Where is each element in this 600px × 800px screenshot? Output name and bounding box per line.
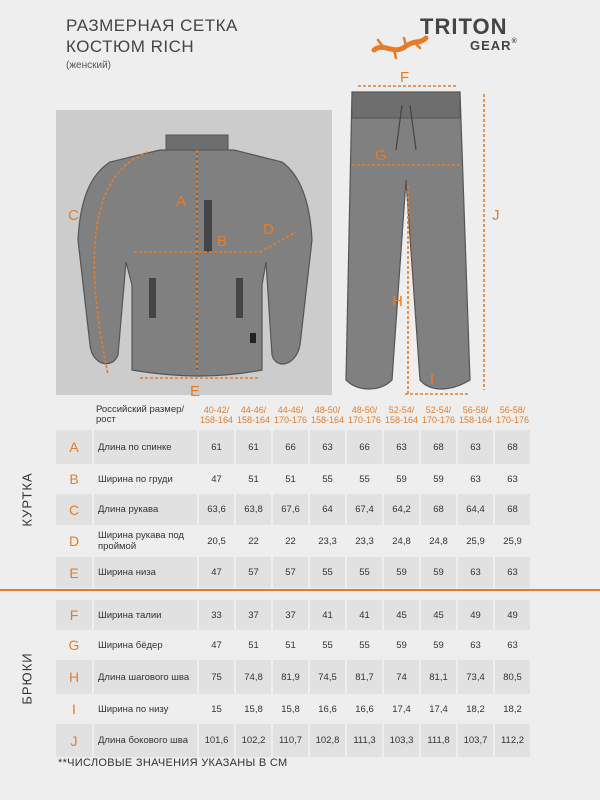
table-row (56, 600, 530, 630)
value-cell: 63 (382, 430, 419, 464)
value-cell: 59 (382, 464, 419, 494)
height-label: 158-164 (199, 415, 234, 425)
row-measure-name: Длина бокового шва (94, 724, 197, 757)
table-row (56, 694, 530, 724)
value-cell: 49 (456, 600, 493, 630)
value-cell: 51 (271, 630, 308, 660)
row-measure-name: Ширина талии (94, 600, 197, 630)
size-label: 52-54/ (425, 405, 452, 415)
value-cell: 17,4 (382, 694, 419, 724)
table-row (56, 660, 530, 694)
section-divider (0, 589, 600, 591)
value-cell: 47 (197, 557, 234, 588)
table-row (56, 430, 530, 464)
value-cell: 63 (456, 557, 493, 588)
size-label: 40-42/ (203, 405, 230, 415)
dim-letter-a: A (176, 193, 187, 210)
value-cell: 18,2 (493, 694, 530, 724)
size-header-cell (308, 400, 345, 430)
dim-letter-h: H (392, 293, 403, 310)
height-label: 158-164 (236, 415, 271, 425)
value-cell: 68 (493, 494, 530, 525)
dim-letter-i: I (430, 371, 435, 388)
row-letter: G (56, 630, 94, 660)
value-cell: 59 (382, 557, 419, 588)
size-header-cell (345, 400, 382, 430)
value-cell: 63 (308, 430, 345, 464)
value-cell: 59 (419, 630, 456, 660)
value-cell: 37 (234, 600, 271, 630)
size-label: 44-46/ (240, 405, 267, 415)
value-cell: 68 (419, 430, 456, 464)
dim-letter-f: F (400, 69, 410, 86)
value-cell: 55 (308, 557, 345, 588)
value-cell: 64,2 (382, 494, 419, 525)
value-cell: 55 (345, 557, 382, 588)
value-cell: 41 (345, 600, 382, 630)
row-measure-name: Длина рукава (94, 494, 197, 525)
table-row (56, 557, 530, 588)
value-cell: 68 (493, 430, 530, 464)
row-measure-name: Длина по спинке (94, 430, 197, 464)
row-letter: J (56, 724, 94, 757)
row-letter: I (56, 694, 94, 724)
size-header-cell (493, 400, 530, 430)
value-cell: 81,1 (419, 660, 456, 694)
height-label: 158-164 (458, 415, 493, 425)
table-row (56, 464, 530, 494)
value-cell: 63 (456, 464, 493, 494)
size-header-cell (234, 400, 271, 430)
logo-subword: GEAR® (470, 38, 518, 53)
row-measure-name: Ширина по низу (94, 694, 197, 724)
value-cell: 74,8 (234, 660, 271, 694)
row-measure-name: Ширина рукава под проймой (94, 525, 197, 557)
value-cell: 55 (345, 630, 382, 660)
size-label: 52-54/ (388, 405, 415, 415)
row-letter: F (56, 600, 94, 630)
value-cell: 103,7 (456, 724, 493, 757)
row-measure-name: Ширина низа (94, 557, 197, 588)
size-header-cell (419, 400, 456, 430)
logo-wordmark: TRITON (420, 14, 508, 39)
table-row (56, 724, 530, 757)
pants-section-label: БРЮКИ (19, 652, 35, 705)
value-cell: 64 (308, 494, 345, 525)
value-cell: 63,6 (197, 494, 234, 525)
value-cell: 57 (234, 557, 271, 588)
value-cell: 80,5 (493, 660, 530, 694)
value-cell: 66 (345, 430, 382, 464)
value-cell: 102,2 (234, 724, 271, 757)
value-cell: 63 (493, 630, 530, 660)
dim-letter-g: G (375, 147, 387, 164)
value-cell: 15 (197, 694, 234, 724)
row-letter: C (56, 494, 94, 525)
value-cell: 59 (419, 557, 456, 588)
jacket-illustration (78, 135, 312, 376)
row-letter: H (56, 660, 94, 694)
value-cell: 23,3 (308, 525, 345, 557)
value-cell: 57 (271, 557, 308, 588)
row-letter: B (56, 464, 94, 494)
height-label: 170-176 (347, 415, 382, 425)
size-label: 48-50/ (351, 405, 378, 415)
value-cell: 49 (493, 600, 530, 630)
value-cell: 63 (493, 557, 530, 588)
value-cell: 74,5 (308, 660, 345, 694)
value-cell: 59 (419, 464, 456, 494)
title-line-2: КОСТЮМ RICH (66, 37, 195, 56)
jacket-section-label: КУРТКА (19, 472, 35, 527)
dim-letter-j: J (492, 207, 500, 224)
size-header-cell (382, 400, 419, 430)
table-row (56, 525, 530, 557)
size-label: 56-58/ (462, 405, 489, 415)
value-cell: 15,8 (271, 694, 308, 724)
value-cell: 23,3 (345, 525, 382, 557)
value-cell: 63 (493, 464, 530, 494)
value-cell: 15,8 (234, 694, 271, 724)
value-cell: 16,6 (308, 694, 345, 724)
pants-illustration (346, 92, 470, 389)
value-cell: 112,2 (493, 724, 530, 757)
value-cell: 41 (308, 600, 345, 630)
value-cell: 111,3 (345, 724, 382, 757)
table-header-row (56, 400, 530, 430)
height-label: 170-176 (421, 415, 456, 425)
value-cell: 47 (197, 464, 234, 494)
value-cell: 101,6 (197, 724, 234, 757)
value-cell: 63 (456, 630, 493, 660)
value-cell: 33 (197, 600, 234, 630)
value-cell: 51 (234, 464, 271, 494)
header-label: Российский размер/рост (56, 400, 197, 430)
value-cell: 73,4 (456, 660, 493, 694)
dim-letter-e: E (190, 383, 201, 400)
value-cell: 24,8 (419, 525, 456, 557)
value-cell: 45 (419, 600, 456, 630)
value-cell: 45 (382, 600, 419, 630)
size-header-cell (456, 400, 493, 430)
value-cell: 47 (197, 630, 234, 660)
value-cell: 18,2 (456, 694, 493, 724)
title-line-1: РАЗМЕРНАЯ СЕТКА (66, 16, 238, 35)
value-cell: 110,7 (271, 724, 308, 757)
value-cell: 64,4 (456, 494, 493, 525)
height-label: 158-164 (310, 415, 345, 425)
table-row (56, 494, 530, 525)
value-cell: 55 (308, 630, 345, 660)
dim-letter-d: D (263, 221, 274, 238)
value-cell: 55 (345, 464, 382, 494)
value-cell: 55 (308, 464, 345, 494)
pants-size-table (56, 600, 530, 757)
value-cell: 59 (382, 630, 419, 660)
height-label: 158-164 (384, 415, 419, 425)
size-header-cell (271, 400, 308, 430)
row-measure-name: Ширина бёдер (94, 630, 197, 660)
height-label: 170-176 (495, 415, 530, 425)
table-row (56, 630, 530, 660)
size-header-cell (197, 400, 234, 430)
value-cell: 81,9 (271, 660, 308, 694)
value-cell: 24,8 (382, 525, 419, 557)
row-measure-name: Длина шагового шва (94, 660, 197, 694)
row-measure-name: Ширина по груди (94, 464, 197, 494)
value-cell: 61 (234, 430, 271, 464)
value-cell: 63,8 (234, 494, 271, 525)
value-cell: 20,5 (197, 525, 234, 557)
value-cell: 74 (382, 660, 419, 694)
size-label: 48-50/ (314, 405, 341, 415)
value-cell: 17,4 (419, 694, 456, 724)
value-cell: 68 (419, 494, 456, 525)
value-cell: 61 (197, 430, 234, 464)
value-cell: 51 (271, 464, 308, 494)
dim-letter-b: B (217, 233, 228, 250)
value-cell: 22 (271, 525, 308, 557)
value-cell: 16,6 (345, 694, 382, 724)
row-letter: A (56, 430, 94, 464)
value-cell: 75 (197, 660, 234, 694)
value-cell: 81,7 (345, 660, 382, 694)
value-cell: 22 (234, 525, 271, 557)
value-cell: 25,9 (456, 525, 493, 557)
value-cell: 103,3 (382, 724, 419, 757)
value-cell: 51 (234, 630, 271, 660)
value-cell: 102,8 (308, 724, 345, 757)
value-cell: 67,6 (271, 494, 308, 525)
value-cell: 63 (456, 430, 493, 464)
page-subtitle: (женский) (66, 60, 111, 71)
size-label: 44-46/ (277, 405, 304, 415)
size-label: 56-58/ (499, 405, 526, 415)
row-letter: E (56, 557, 94, 588)
height-label: 170-176 (273, 415, 308, 425)
dim-letter-c: C (68, 207, 79, 224)
value-cell: 111,8 (419, 724, 456, 757)
value-cell: 37 (271, 600, 308, 630)
value-cell: 25,9 (493, 525, 530, 557)
value-cell: 66 (271, 430, 308, 464)
jacket-size-table (56, 400, 530, 588)
footnote: **ЧИСЛОВЫЕ ЗНАЧЕНИЯ УКАЗАНЫ В СМ (58, 757, 288, 769)
row-letter: D (56, 525, 94, 557)
value-cell: 67,4 (345, 494, 382, 525)
